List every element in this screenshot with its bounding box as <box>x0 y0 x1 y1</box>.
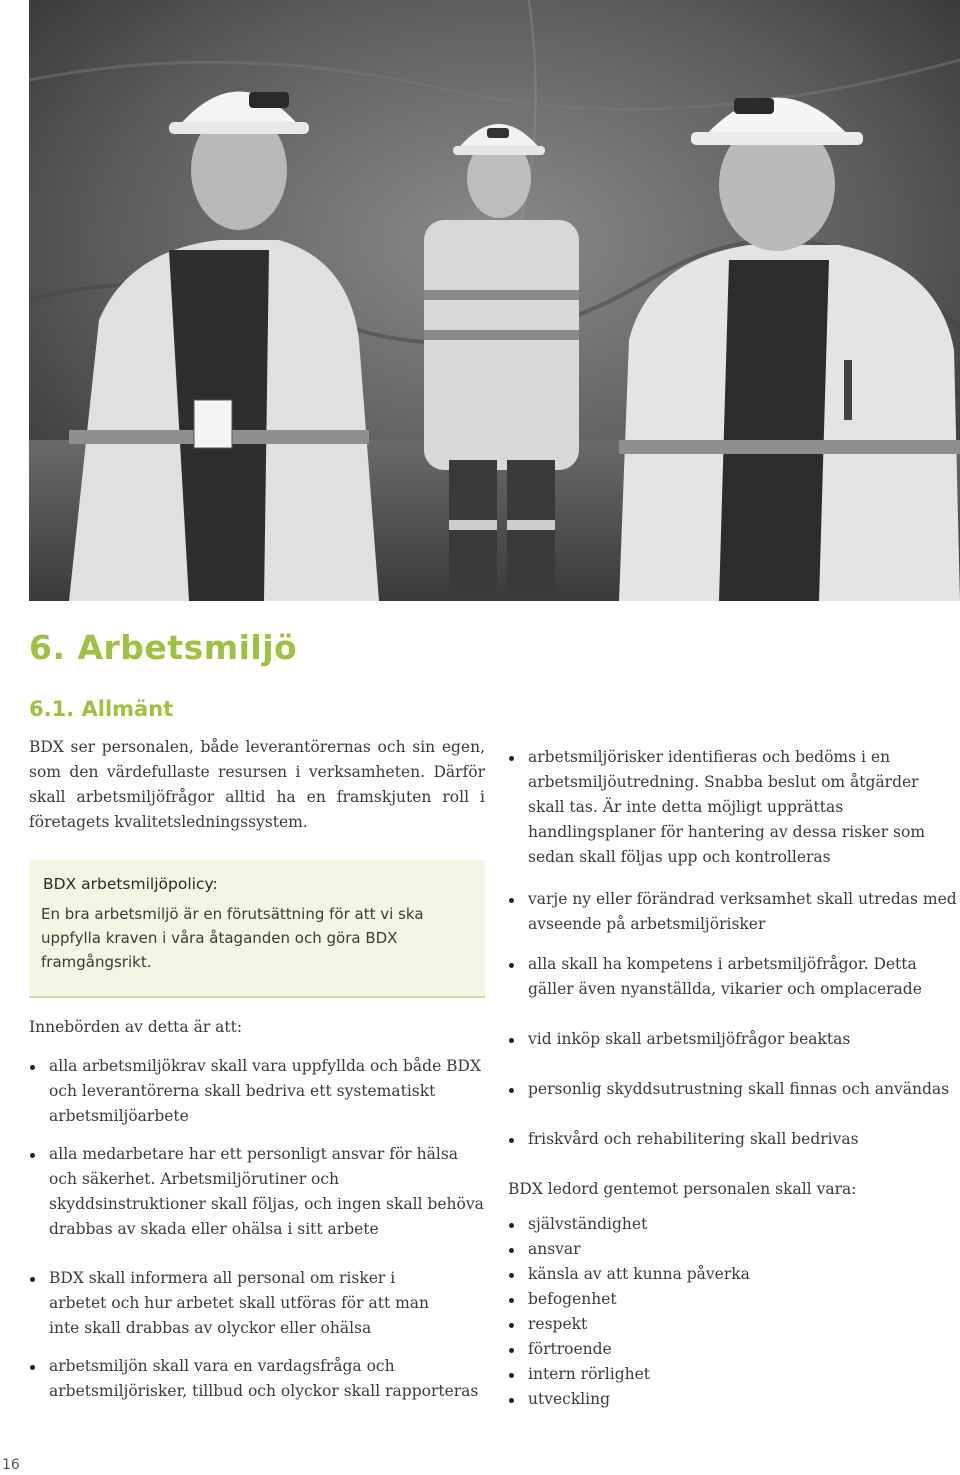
list-item: självständighet <box>508 1212 960 1237</box>
list-item: varje ny eller förändrad verksamhet skall utredas med avseende på arbetsmiljörisker <box>508 887 960 937</box>
list-item: vid inköp skall arbetsmiljöfrågor beaktas <box>508 1027 960 1052</box>
obligations-list-left <box>29 1054 485 1404</box>
policy-box <box>29 860 485 998</box>
list-item: arbetsmiljön skall vara en vardagsfråga och arbetsmiljörisker, tillbud och olyckor skall rapporteras <box>29 1354 485 1404</box>
page-title: 6. Arbetsmiljö <box>29 628 298 667</box>
page-number: 16 <box>2 1457 20 1473</box>
obligations-list-right <box>508 745 960 1152</box>
list-item: friskvård och rehabilitering skall bedrivas <box>508 1127 960 1152</box>
policy-text: En bra arbetsmiljö är en förutsättning för att vi ska uppfylla kraven i våra åtaganden och göra BDX framgångsrikt. <box>41 905 424 971</box>
intro-paragraph <box>29 735 485 835</box>
list-item: förtroende <box>508 1337 960 1362</box>
list-item: alla medarbetare har ett personligt ansvar för hälsa och säkerhet. Arbetsmiljörutiner och skyddsinstruktioner skall följas, och ingen skall behöva drabbas av skada eller ohälsa i sitt arbete <box>29 1142 485 1242</box>
miners-photo <box>29 0 960 601</box>
list-item: BDX skall informera all personal om risker i arbetet och hur arbetet skall utföras för att man inte skall drabbas av olyckor eller ohälsa <box>29 1266 449 1341</box>
list-item: utveckling <box>508 1387 960 1412</box>
meaning-intro: Innebörden av detta är att: <box>29 1018 243 1036</box>
list-item: alla skall ha kompetens i arbetsmiljöfrågor. Detta gäller även nyanställda, vikarier och omplacerade <box>508 952 960 1002</box>
right-column-list <box>508 745 960 1412</box>
left-column-list <box>29 1015 485 1404</box>
photo-three-miners-icon <box>29 0 960 601</box>
list-item: känsla av att kunna påverka <box>508 1262 960 1287</box>
values-list <box>508 1212 960 1412</box>
policy-title: BDX arbetsmiljöpolicy: <box>43 875 218 893</box>
list-item: ansvar <box>508 1237 960 1262</box>
intro-text: BDX ser personalen, både leverantörernas och sin egen, som den värdefullaste resursen i verksamheten. Därför skall arbetsmiljöfrågor alltid ha en framskjuten roll i företagets kvalitetsledningssystem. <box>29 738 485 831</box>
section-title: 6.1. Allmänt <box>29 697 174 721</box>
list-item: respekt <box>508 1312 960 1337</box>
list-item: intern rörlighet <box>508 1362 960 1387</box>
list-item: alla arbetsmiljökrav skall vara uppfyllda och både BDX och leverantörerna skall bedriva ett systematiskt arbetsmiljöarbete <box>29 1054 485 1129</box>
list-item: arbetsmiljörisker identifieras och bedöms i en arbetsmiljöutredning. Snabba beslut om åtgärder skall tas. Är inte detta möjligt upprättas handlingsplaner för hantering av dessa risker som sedan skall följas upp och kontrolleras <box>508 745 960 870</box>
list-item: befogenhet <box>508 1287 960 1312</box>
values-intro: BDX ledord gentemot personalen skall vara: <box>508 1180 857 1198</box>
list-item: personlig skyddsutrustning skall finnas och användas <box>508 1077 960 1102</box>
